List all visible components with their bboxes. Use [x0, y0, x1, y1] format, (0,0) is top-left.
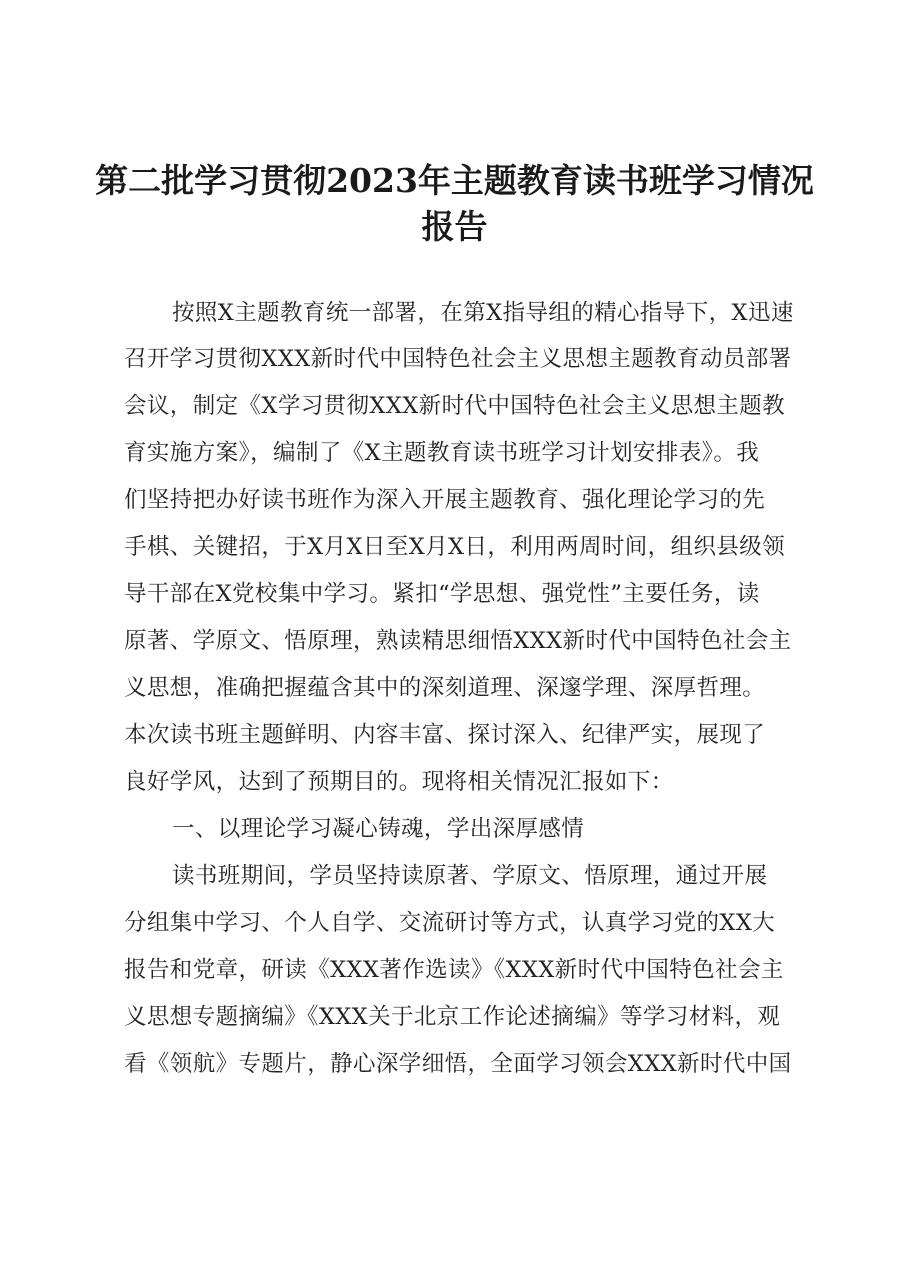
- body-line: 按照X主题教育统一部署，在第X指导组的精心指导下，X迅速: [172, 300, 794, 326]
- body-line: 手棋、关键招，于X月X日至X月X日，利用两周时间，组织县级领: [124, 534, 786, 560]
- body-line: 原著、学原文、悟原理，熟读精思细悟XXX新时代中国特色社会主: [124, 628, 792, 654]
- body-line: 良好学风，达到了预期目的。现将相关情况汇报如下：: [124, 769, 674, 795]
- document-title-line-1: 第二批学习贯彻2023年主题教育读书班学习情况: [95, 161, 814, 200]
- document-title-line-2: 报告: [421, 207, 488, 246]
- body-line: 召开学习贯彻XXX新时代中国特色社会主义思想主题教育动员部署: [124, 346, 792, 372]
- body-line: 导干部在X党校集中学习。紧扣“学思想、强党性”主要任务，读: [124, 581, 760, 607]
- section-heading: 一、以理论学习凝心铸魂，学出深厚感情: [172, 816, 585, 842]
- body-line: 看《领航》专题片，静心深学细悟，全面学习领会XXX新时代中国: [124, 1051, 792, 1077]
- body-line: 读书班期间，学员坚持读原著、学原文、悟原理，通过开展: [172, 863, 768, 889]
- body-line: 本次读书班主题鲜明、内容丰富、探讨深入、纪律严实，展现了: [124, 722, 766, 748]
- body-line: 报告和党章，研读《XXX著作选读》《XXX新时代中国特色社会主: [124, 957, 784, 983]
- body-line: 育实施方案》，编制了《X主题教育读书班学习计划安排表》。我: [124, 440, 760, 466]
- body-line: 分组集中学习、个人自学、交流研讨等方式，认真学习党的XX大: [124, 910, 776, 936]
- body-line: 们坚持把办好读书班作为深入开展主题教育、强化理论学习的先: [124, 487, 766, 513]
- body-line: 义思想专题摘编》《XXX关于北京工作论述摘编》等学习材料，观: [124, 1004, 781, 1030]
- body-line: 义思想，准确把握蕴含其中的深刻道理、深邃学理、深厚哲理。: [124, 675, 766, 701]
- body-line: 会议，制定《X学习贯彻XXX新时代中国特色社会主义思想主题教: [124, 393, 786, 419]
